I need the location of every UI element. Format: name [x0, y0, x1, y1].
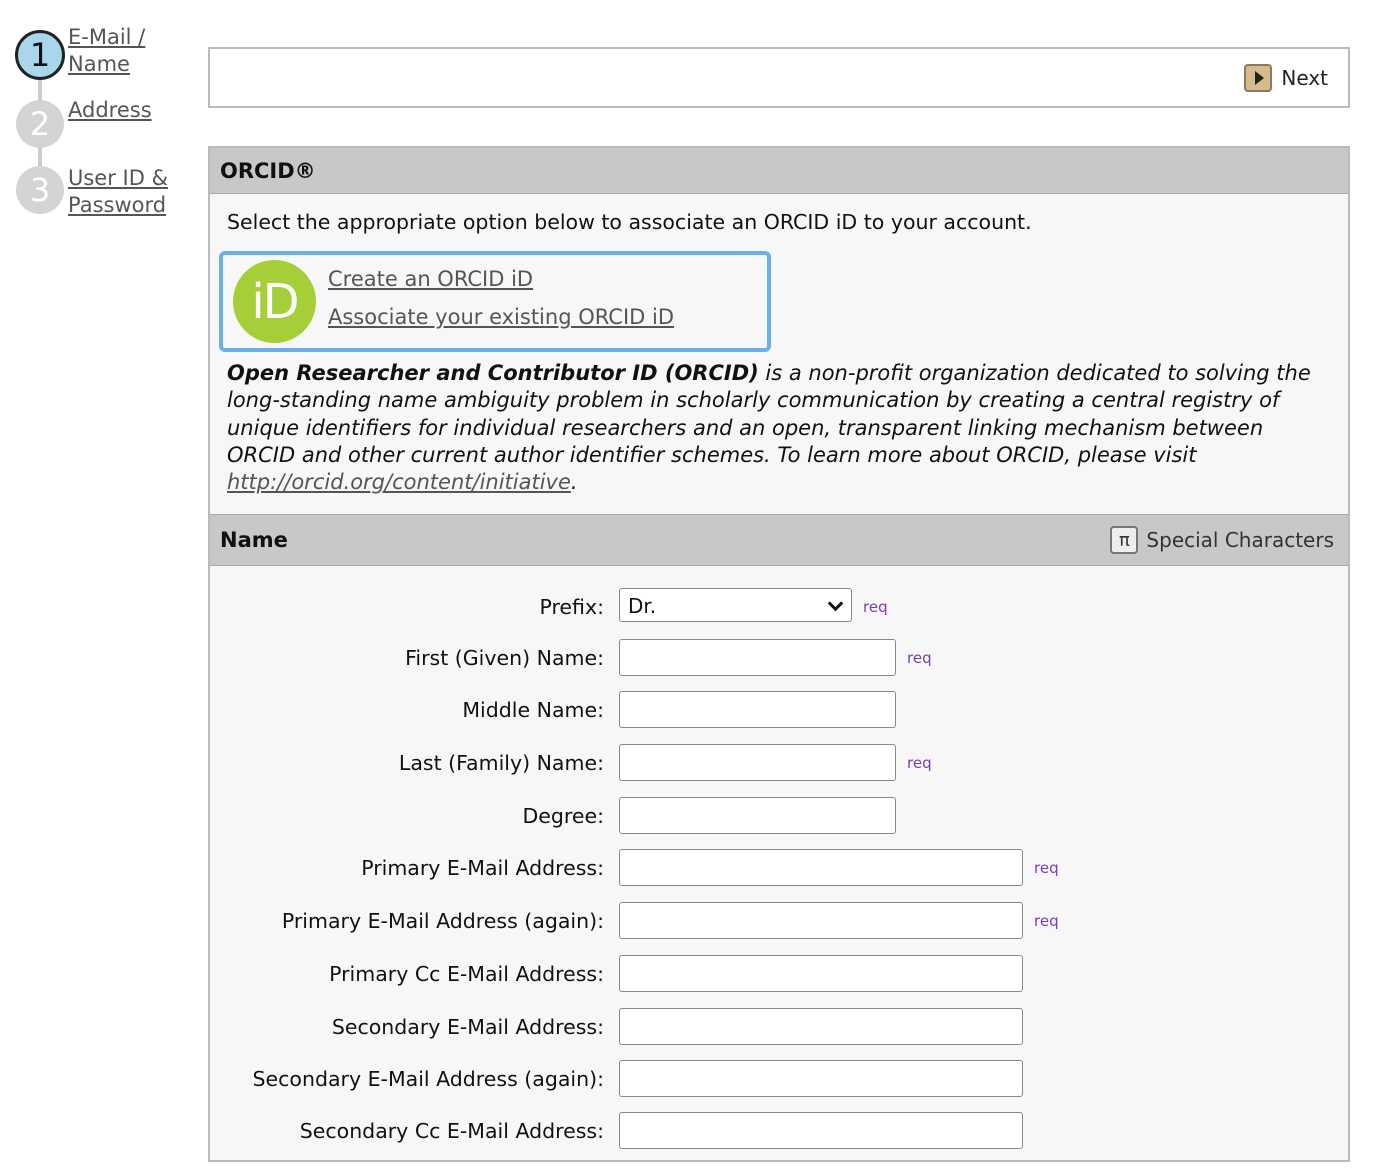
first-given-name-input[interactable]: [619, 639, 896, 676]
field-label: Primary Cc E-Mail Address:: [329, 962, 604, 986]
orcid-options-box: [219, 251, 771, 352]
secondary-cc-e-mail-address-input[interactable]: [619, 1112, 1023, 1149]
field-label: First (Given) Name:: [405, 646, 604, 670]
form-row: [210, 902, 1348, 942]
form-row: [210, 588, 1348, 628]
name-section-header: [210, 514, 1348, 566]
orcid-logo-icon: iD: [233, 260, 316, 343]
form-row: [210, 1060, 1348, 1100]
prefix-selected-value: Dr.: [628, 594, 657, 618]
primary-cc-e-mail-address-input[interactable]: [619, 955, 1023, 992]
play-arrow-icon: [1244, 64, 1272, 92]
step-address-link[interactable]: Address: [68, 98, 152, 122]
primary-e-mail-address-again-input[interactable]: [619, 902, 1023, 939]
secondary-e-mail-address-input[interactable]: [619, 1008, 1023, 1045]
primary-e-mail-address-input[interactable]: [619, 849, 1023, 886]
form-row: [210, 744, 1348, 784]
field-label: Secondary E-Mail Address:: [331, 1015, 604, 1039]
orcid-desc-bold: Open Researcher and Contributor ID (ORCID): [227, 361, 759, 385]
field-label: Prefix:: [539, 595, 604, 619]
form-row: [210, 849, 1348, 889]
prefix-select[interactable]: [619, 588, 852, 622]
required-indicator: req: [907, 649, 932, 667]
last-family-name-input[interactable]: [619, 744, 896, 781]
special-characters-label: Special Characters: [1146, 528, 1334, 552]
top-toolbar: [208, 47, 1350, 108]
orcid-intro: Select the appropriate option below to associate an ORCID iD to your account.: [227, 210, 1032, 234]
required-indicator: req: [1034, 859, 1059, 877]
form-row: [210, 1112, 1348, 1152]
field-label: Last (Family) Name:: [398, 751, 604, 775]
name-section-title: Name: [220, 528, 288, 552]
form-row: [210, 639, 1348, 679]
form-row: [210, 955, 1348, 995]
field-label: Secondary E-Mail Address (again):: [252, 1067, 604, 1091]
form-row: [210, 797, 1348, 837]
step-email-name-link[interactable]: E-Mail / Name: [68, 25, 146, 76]
required-indicator: req: [863, 598, 888, 616]
next-label: Next: [1281, 66, 1328, 90]
degree-input[interactable]: [619, 797, 896, 834]
orcid-info-link[interactable]: http://orcid.org/content/initiative: [227, 470, 571, 495]
form-row: [210, 691, 1348, 731]
chevron-down-icon: [828, 596, 844, 612]
orcid-name-panel: [208, 146, 1350, 1162]
required-indicator: req: [907, 754, 932, 772]
field-label: Middle Name:: [462, 698, 604, 722]
next-button[interactable]: [1244, 64, 1328, 92]
create-orcid-link[interactable]: Create an ORCID iD: [328, 267, 534, 291]
middle-name-input[interactable]: [619, 691, 896, 728]
orcid-desc-end: .: [570, 470, 578, 495]
secondary-e-mail-address-again-input[interactable]: [619, 1060, 1023, 1097]
orcid-header: ORCID®: [210, 148, 1348, 194]
associate-orcid-link[interactable]: Associate your existing ORCID iD: [328, 305, 674, 329]
orcid-desc-text: is a non-profit organization dedicated to solving the long-standing name ambiguity problem in scholarly communication by creating a central registry of unique identifiers for individual researchers and an open, transparent linking mechanism between ORCID and other current author identifier schemes. To learn more about ORCID, please visit: [227, 361, 1311, 467]
step-userid-password-link[interactable]: User ID & Password: [68, 166, 168, 217]
pi-icon: π: [1110, 526, 1138, 554]
step-3-icon: 3: [16, 166, 64, 214]
required-indicator: req: [1034, 912, 1059, 930]
field-label: Primary E-Mail Address (again):: [281, 909, 604, 933]
field-label: Degree:: [522, 804, 604, 828]
form-row: [210, 1008, 1348, 1048]
step-2-icon: 2: [16, 100, 64, 148]
orcid-description: [227, 360, 1337, 496]
field-label: Secondary Cc E-Mail Address:: [299, 1119, 604, 1143]
step-1-icon: 1: [15, 30, 65, 80]
special-characters-button[interactable]: [1110, 526, 1334, 554]
field-label: Primary E-Mail Address:: [361, 856, 604, 880]
